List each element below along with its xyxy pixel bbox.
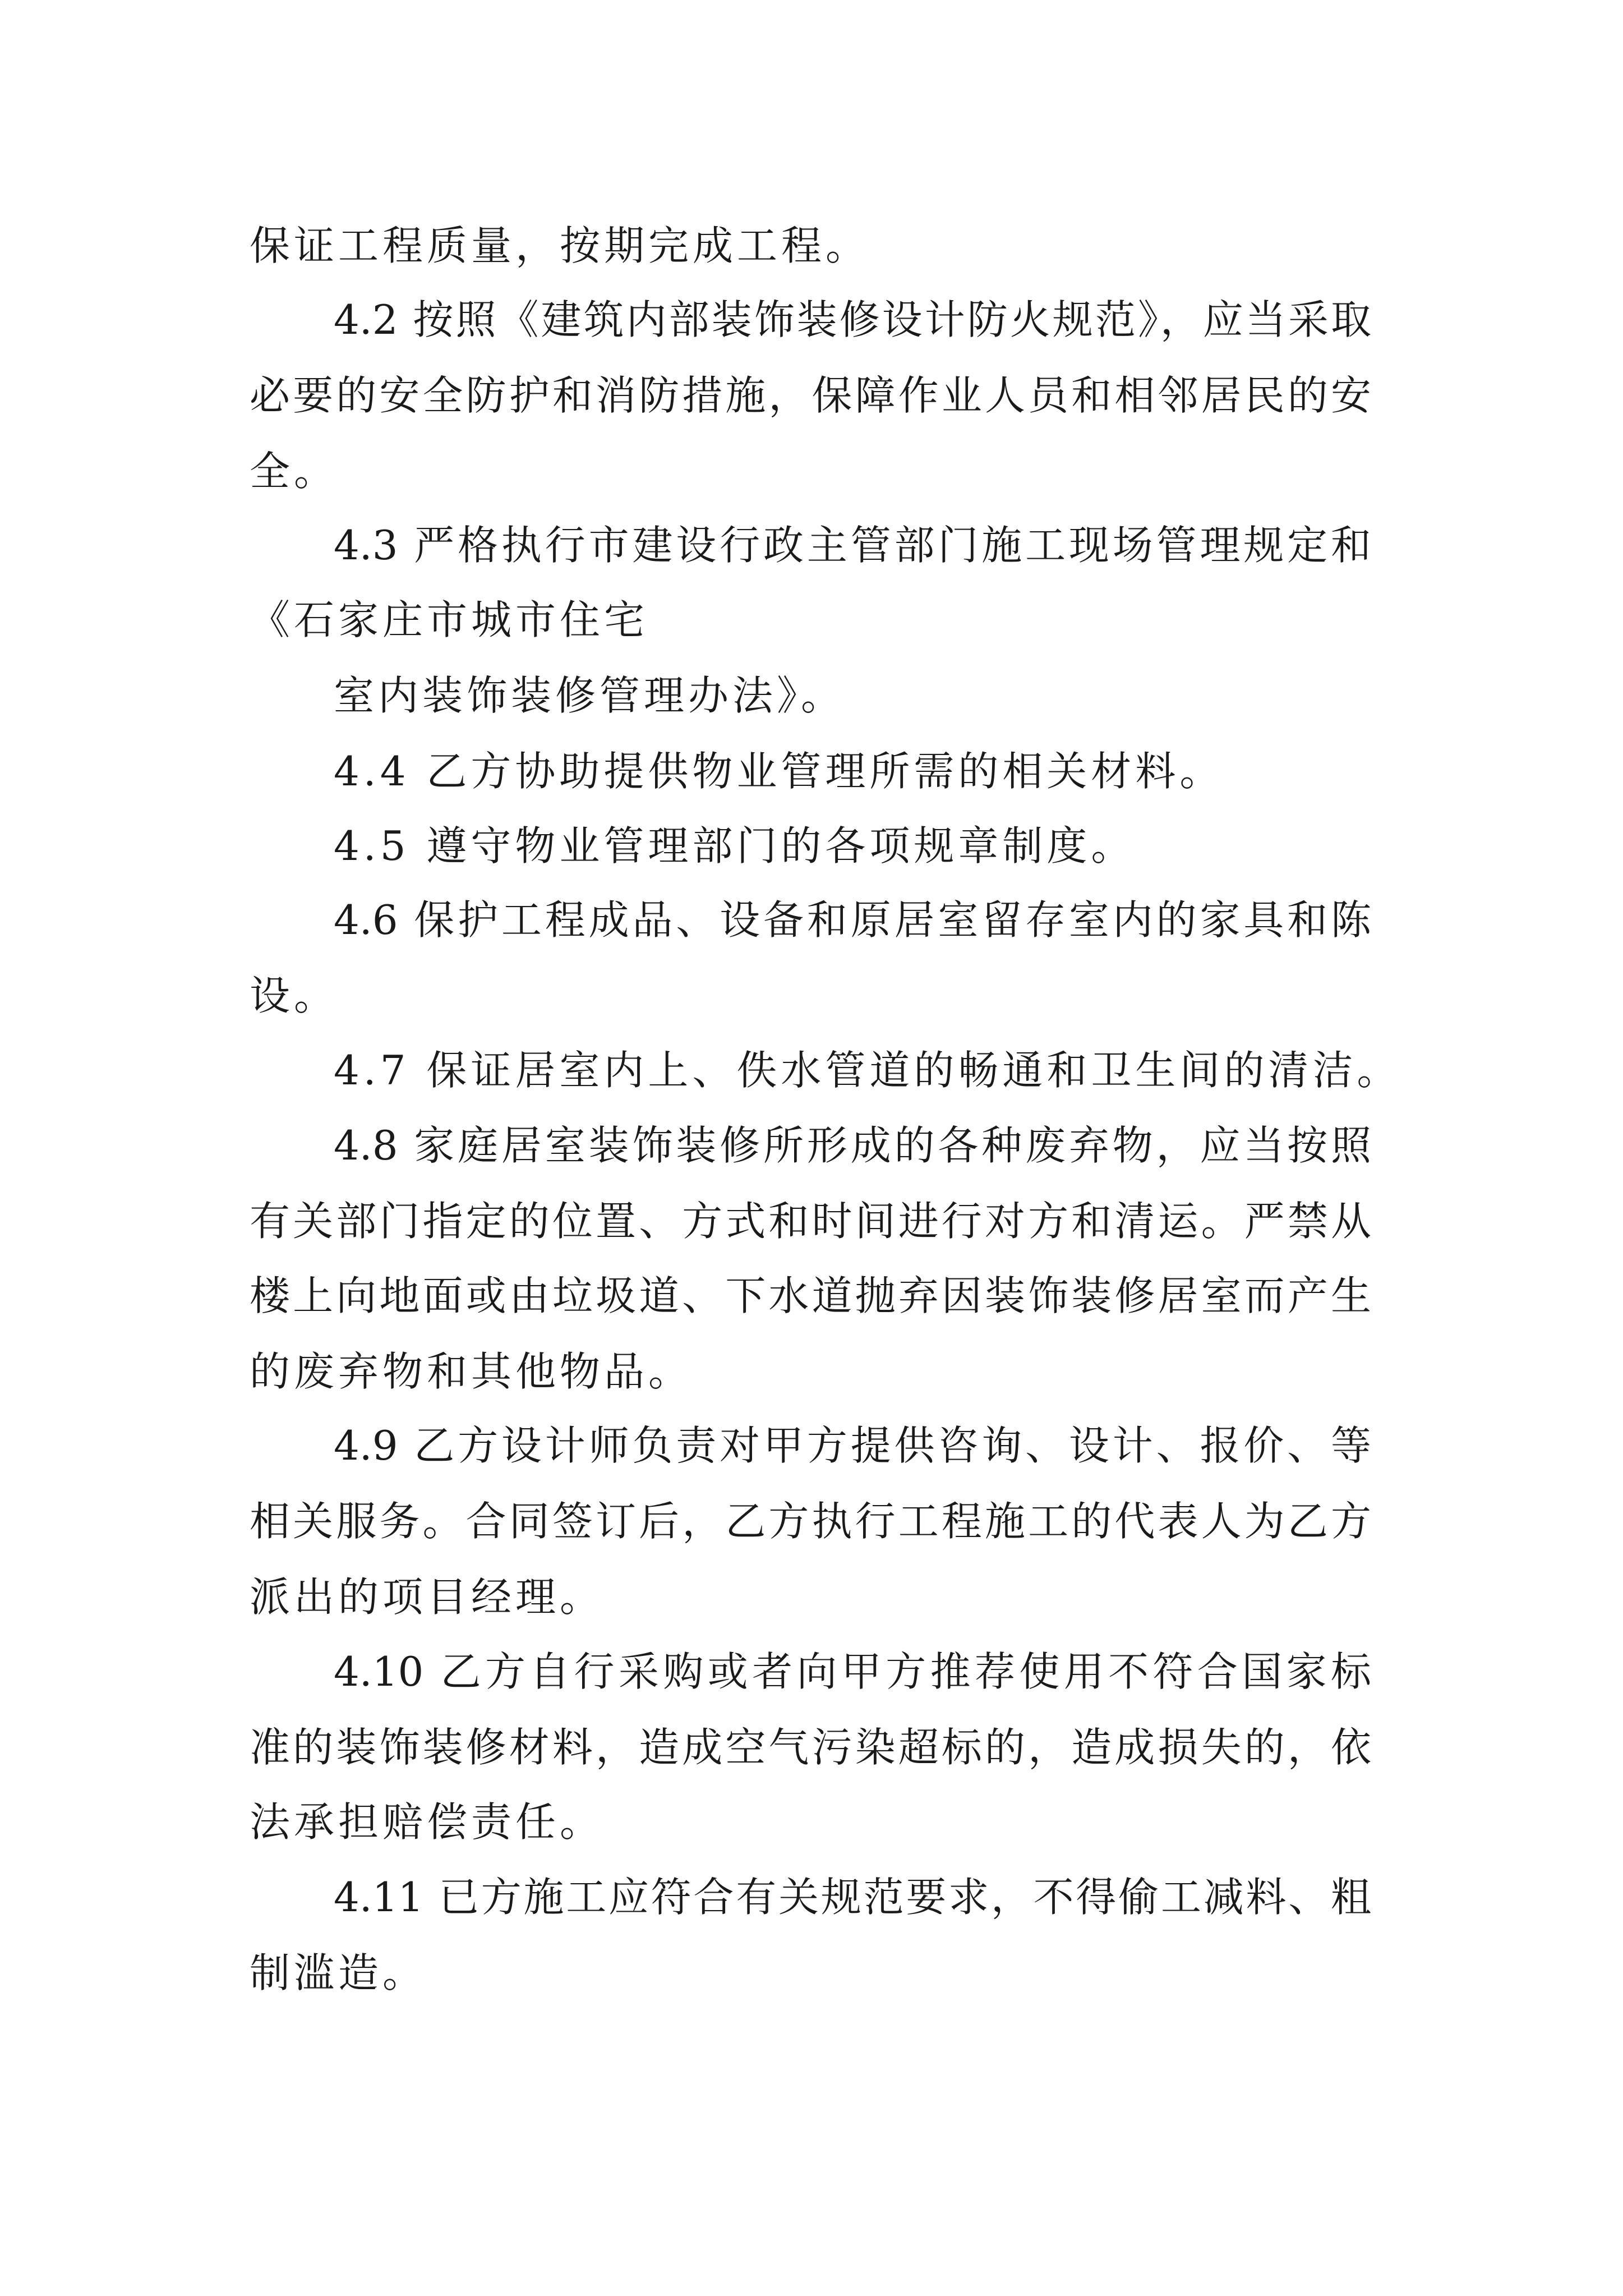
text-line: 室内装饰装修管理办法》。 bbox=[334, 672, 846, 719]
text-line: 楼上向地面或由垃圾道、下水道抛弃因装饰装修居室而产生 bbox=[250, 1272, 1371, 1319]
text-line: 4.7 保证居室内上、佚水管道的畅通和卫生间的清洁。 bbox=[334, 1047, 1401, 1094]
text-line: 《石家庄市城市住宅 bbox=[250, 596, 649, 643]
text-line: 全。 bbox=[250, 448, 339, 495]
text-line: 有关部门指定的位置、方式和时间进行对方和清运。严禁从 bbox=[250, 1198, 1371, 1245]
text-line: 相关服务。合同签订后，乙方执行工程施工的代表人为乙方 bbox=[250, 1498, 1371, 1545]
text-line: 4.10 乙方自行采购或者向甲方推荐使用不符合国家标 bbox=[334, 1648, 1371, 1695]
text-line: 准的装饰装修材料，造成空气污染超标的，造成损失的，依 bbox=[250, 1724, 1371, 1771]
text-line: 设。 bbox=[250, 972, 339, 1019]
text-line: 必要的安全防护和消防措施，保障作业人员和相邻居民的安 bbox=[250, 372, 1371, 419]
text-line: 4.6 保护工程成品、设备和原居室留存室内的家具和陈 bbox=[334, 896, 1371, 944]
text-line: 4.2 按照《建筑内部装饰装修设计防火规范》，应当采取 bbox=[334, 296, 1371, 343]
text-line: 派出的项目经理。 bbox=[250, 1573, 605, 1621]
text-line: 保证工程质量，按期完成工程。 bbox=[250, 222, 870, 269]
text-line: 4.4 乙方协助提供物业管理所需的相关材料。 bbox=[334, 748, 1224, 795]
text-line: 法承担赔偿责任。 bbox=[250, 1798, 605, 1846]
text-line: 4.5 遵守物业管理部门的各项规章制度。 bbox=[334, 822, 1136, 869]
text-line: 4.8 家庭居室装饰装修所形成的各种废弃物，应当按照 bbox=[334, 1122, 1371, 1169]
text-line: 制滥造。 bbox=[250, 1949, 427, 1996]
text-line: 的废弃物和其他物品。 bbox=[250, 1348, 693, 1395]
text-line: 4.3 严格执行市建设行政主管部门施工现场管理规定和 bbox=[334, 522, 1371, 569]
text-line: 4.9 乙方设计师负责对甲方提供咨询、设计、报价、等 bbox=[334, 1422, 1371, 1469]
text-line: 4.11 已方施工应符合有关规范要求，不得偷工减料、粗 bbox=[334, 1874, 1371, 1921]
